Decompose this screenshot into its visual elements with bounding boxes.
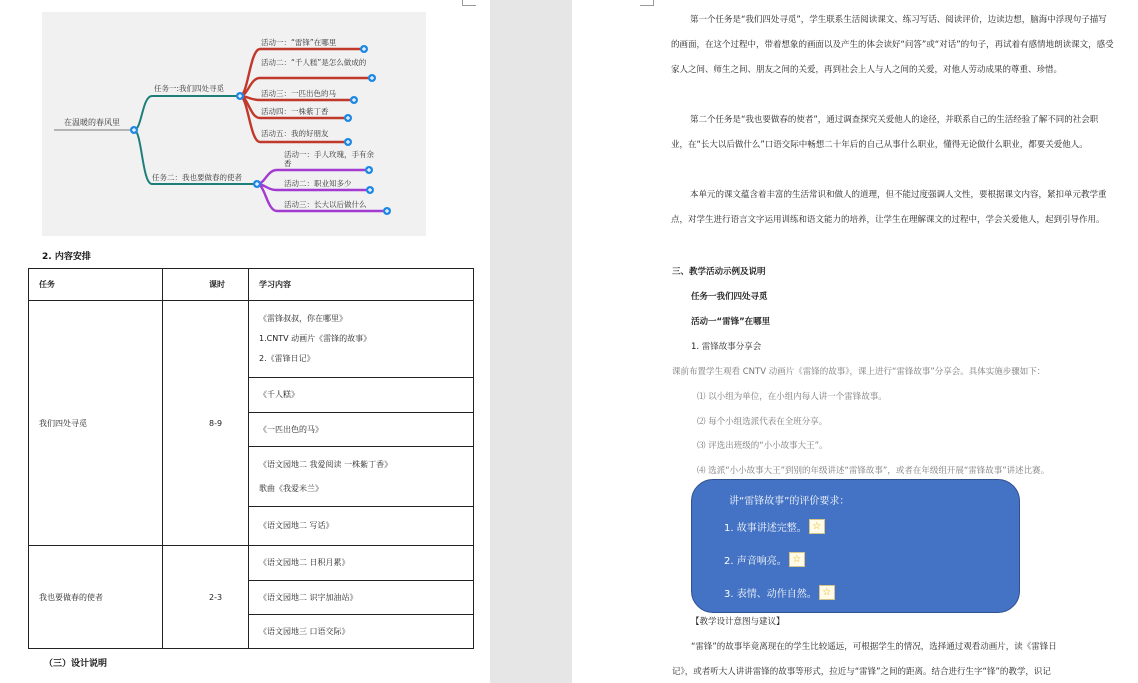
content-line: 《千人糕》 bbox=[259, 390, 299, 399]
table-cell-hours: 2-3 bbox=[163, 546, 249, 649]
callout-item bbox=[724, 519, 825, 534]
content-line: 2.《雷锋日记》 bbox=[259, 354, 315, 363]
evaluation-callout-box bbox=[691, 479, 1020, 613]
star-icon: ☆ bbox=[789, 552, 805, 567]
content-line: 《语文园地二 我爱阅读 一株紫丁香》 bbox=[259, 459, 393, 469]
step-item: ⑴ 以小组为单位，在小组内每人讲一个雷锋故事。 bbox=[697, 392, 887, 402]
content-line: 《语文园地二 日积月累》 bbox=[259, 558, 350, 567]
table-cell-task: 我也要做春的使者 bbox=[29, 546, 163, 649]
content-line: 《语文园地二 识字加油站》 bbox=[259, 592, 358, 602]
callout-item-text: 3. 表情、动作自然。 bbox=[724, 589, 817, 600]
mind-map-task1-item: 活动四：一株紫丁香 bbox=[261, 107, 329, 116]
paragraph: 本单元的课文蕴含着丰富的生活常识和做人的道理，但不能过度强调人文性，要根据课文内容，紧扣单元教学重点，对学生进行语言文字运用训练和语文能力的培养，让学生在理解课文的过程中，学会关爱他人，起到引导作用。 bbox=[671, 190, 1107, 225]
mind-map-task1-item: 活动五：我的好朋友 bbox=[261, 129, 329, 138]
callout-item bbox=[724, 552, 805, 567]
table-header-row bbox=[29, 269, 474, 301]
content-line: 歌曲《我爱米兰》 bbox=[259, 483, 323, 493]
mind-map-root: 在温暖的春风里 bbox=[64, 118, 120, 127]
table-header-cell: 课时 bbox=[163, 269, 249, 301]
star-icon: ☆ bbox=[819, 585, 835, 600]
intro-line: 课前布置学生观看 CNTV 动画片《雷锋的故事》，课上进行“雷锋故事”分享会。具体实施步骤如下： bbox=[672, 367, 1046, 377]
paragraph-line: “雷锋”的故事毕竟离现在的学生比较遥远，可根据学生的情况，选择通过观看动画片，读《雷锋日 bbox=[691, 642, 1057, 652]
table-header-cell: 学习内容 bbox=[249, 269, 474, 301]
mind-map-task1: 任务一:我们四处寻觅 bbox=[154, 84, 225, 93]
table-cell-content bbox=[249, 581, 474, 615]
mind-map-task1-item: 活动三：一匹出色的马 bbox=[261, 89, 336, 98]
table-cell-content bbox=[249, 507, 474, 546]
design-intent-heading: 【教学设计意图与建议】 bbox=[691, 617, 785, 627]
callout-item-text: 1. 故事讲述完整。 bbox=[724, 523, 807, 534]
content-line: 《一匹出色的马》 bbox=[259, 424, 323, 434]
callout-title: 讲“雷锋故事”的评价要求： bbox=[729, 496, 850, 507]
content-plan-table bbox=[28, 268, 474, 649]
mind-map-task2-item: 活动二：职业知多少 bbox=[284, 179, 352, 188]
mind-map-diagram bbox=[42, 12, 426, 236]
table-cell-content bbox=[249, 413, 474, 447]
table-row bbox=[29, 301, 474, 378]
paragraph: 第一个任务是“我们四处寻觅”，学生联系生活阅读课文、练习写话、阅读评价，边读边想，脑海中浮现句子描写的画面，在这个过程中，带着想象的画面以及产生的体会读好“问答”或“对话”的句子，再试着有感情地朗读课文，感受家人之间、师生之间、朋友之间的关爱，再到社会上人与人之间的关爱，对他人劳动成果的尊重、珍惜。 bbox=[671, 15, 1114, 75]
content-line: 《语文园地二 写话》 bbox=[259, 521, 334, 530]
table-cell-content bbox=[249, 447, 474, 507]
document-page-left bbox=[0, 0, 490, 683]
step-item: ⑵ 每个小组选派代表在全班分享。 bbox=[697, 417, 828, 427]
step-item: ⑶ 评选出班级的“小小故事大王”。 bbox=[697, 441, 828, 451]
section-heading: 三、教学活动示例及说明 bbox=[672, 267, 766, 277]
subsection-heading: 任务一我们四处寻觅 bbox=[691, 292, 768, 302]
callout-item-text: 2. 声音响亮。 bbox=[724, 556, 787, 567]
step-item: ⑷ 选派“小小故事大王”到别的年级讲述“雷锋故事”，或者在年级组开展“雷锋故事”讲述比赛。 bbox=[697, 466, 1050, 476]
table-cell-task: 我们四处寻觅 bbox=[29, 301, 163, 546]
mind-map-task2-item: 活动一：手人玫瑰，手有余香 bbox=[284, 150, 374, 168]
mind-map-task2: 任务二：我也要做春的使者 bbox=[152, 173, 242, 182]
page-corner-mark bbox=[462, 0, 476, 6]
mind-map-task1-item: 活动一：“雷锋”在哪里 bbox=[261, 38, 337, 47]
paragraph-line: 记》，或者听大人讲讲雷锋的故事等形式，拉近与“雷锋”之间的距离。结合进行生字“锋”的教学，识记 bbox=[672, 667, 1051, 677]
mind-map-task1-item: 活动二：“千人糕”是怎么做成的 bbox=[261, 58, 367, 67]
section-heading: （三）设计说明 bbox=[44, 659, 108, 669]
star-icon: ☆ bbox=[809, 519, 825, 534]
paragraph: 第二个任务是“我也要做春的使者”，通过调查探究关爱他人的途径，并联系自己的生活经验了解不同的社会职业，在“长大以后做什么”口语交际中畅想二十年后的自己从事什么职业，懂得无论做什么职业，都要关爱他人。 bbox=[671, 115, 1099, 150]
page-corner-mark bbox=[640, 0, 654, 6]
sub-heading: 1. 雷锋故事分享会 bbox=[691, 342, 762, 352]
callout-item bbox=[724, 585, 835, 600]
content-line: 1.CNTV 动画片《雷锋的故事》 bbox=[259, 334, 372, 343]
table-cell-content bbox=[249, 301, 474, 378]
table-cell-content bbox=[249, 546, 474, 581]
table-header-cell: 任务 bbox=[29, 269, 163, 301]
table-row bbox=[29, 546, 474, 581]
table-cell-hours: 8-9 bbox=[163, 301, 249, 546]
section-heading: 2. 内容安排 bbox=[42, 252, 91, 262]
content-line: 《雷锋叔叔，你在哪里》 bbox=[259, 314, 347, 323]
mind-map-task2-item: 活动三：长大以后做什么 bbox=[284, 200, 367, 209]
activity-heading: 活动一“雷锋”在哪里 bbox=[691, 317, 771, 327]
content-line: 《语文园地三 口语交际》 bbox=[259, 626, 350, 636]
table-cell-content bbox=[249, 378, 474, 413]
table-cell-content bbox=[249, 615, 474, 649]
